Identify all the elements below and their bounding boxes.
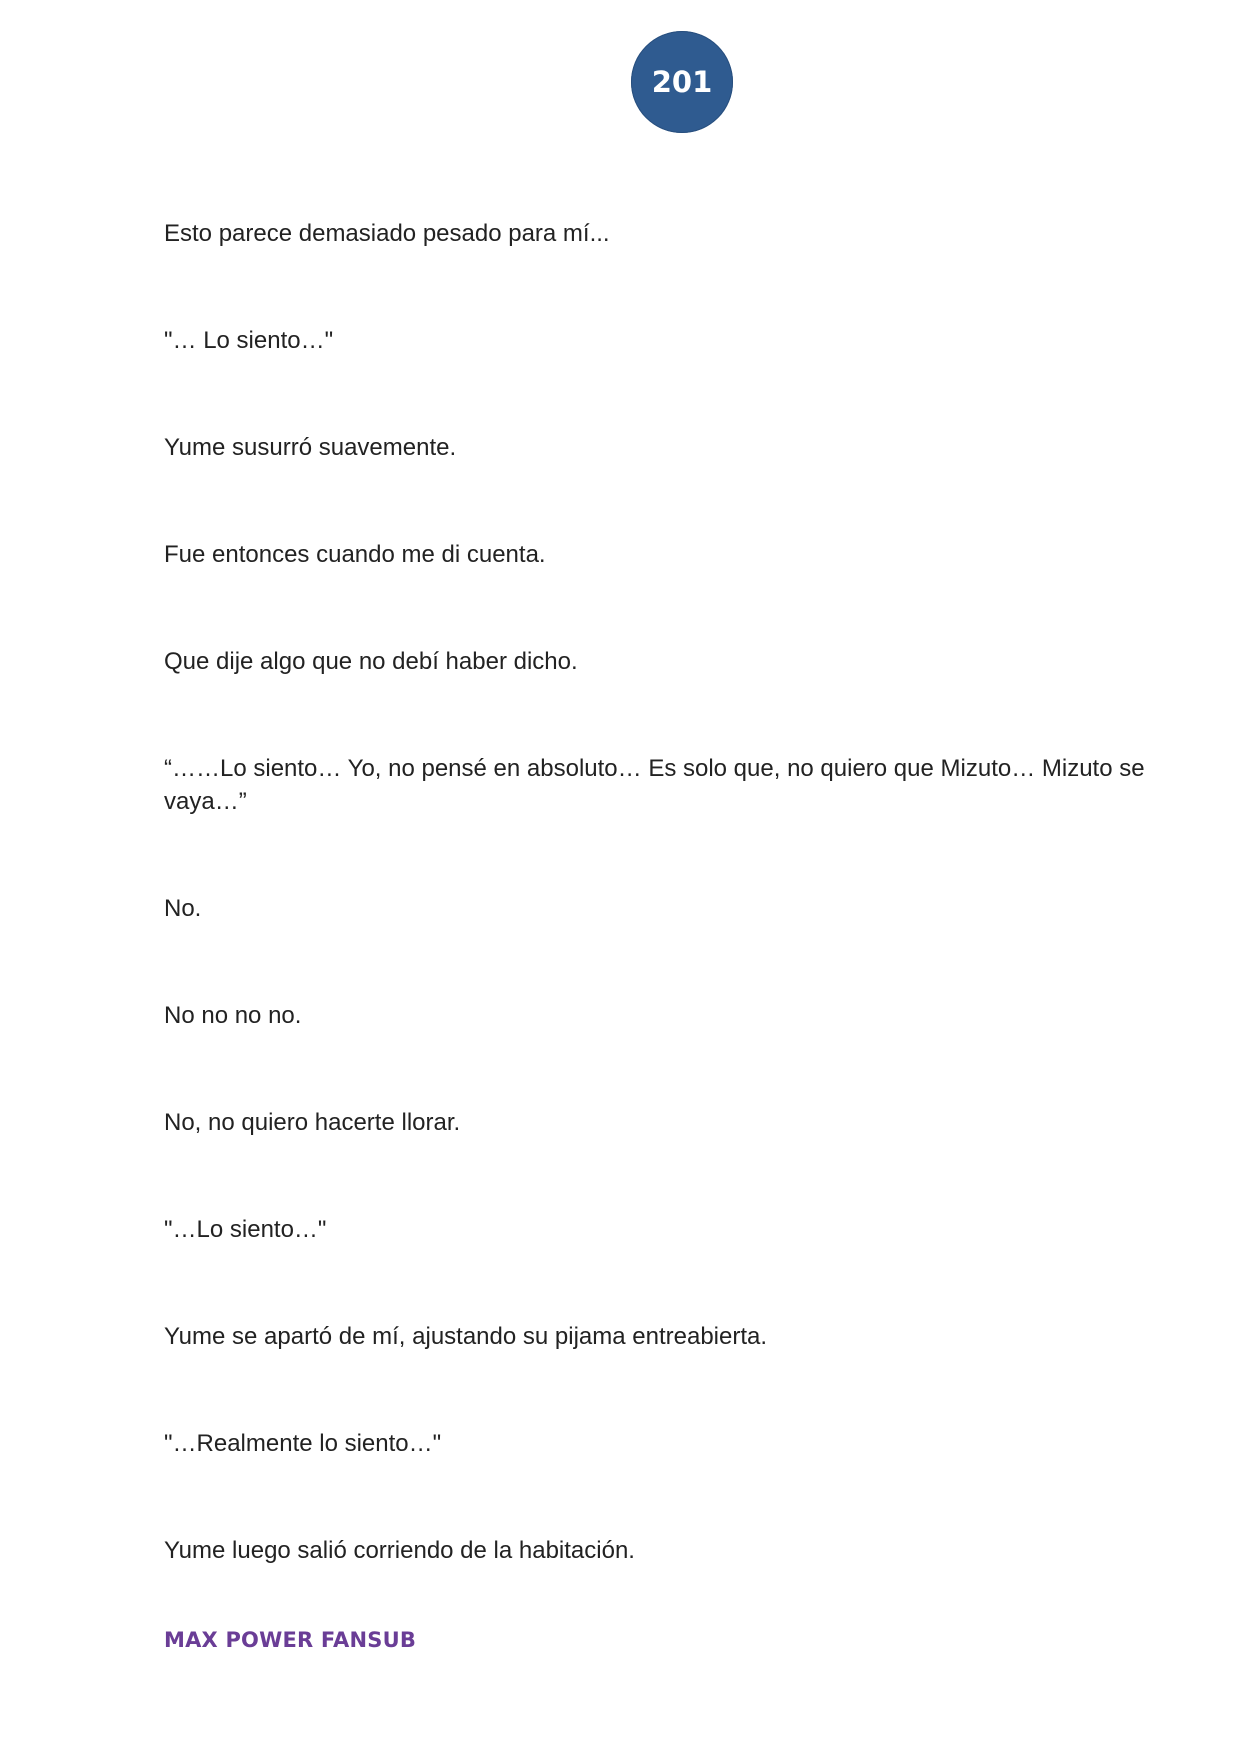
paragraph: "…Realmente lo siento…" <box>164 1430 442 1457</box>
paragraph: Yume susurró suavemente. <box>164 434 457 461</box>
paragraph: Esto parece demasiado pesado para mí... <box>164 220 610 247</box>
paragraph: No, no quiero hacerte llorar. <box>164 1109 461 1136</box>
paragraph: Fue entonces cuando me di cuenta. <box>164 541 546 568</box>
paragraph: "… Lo siento…" <box>164 327 334 354</box>
paragraph: “……Lo siento… Yo, no pensé en absoluto… Es solo que, no quiero que Mizuto… Mizuto se vaya…” <box>164 755 1145 815</box>
paragraph: No no no no. <box>164 1002 302 1029</box>
paragraph: Yume luego salió corriendo de la habitación. <box>164 1537 635 1564</box>
paragraph: "…Lo siento…" <box>164 1216 327 1243</box>
page-number: 201 <box>651 65 713 99</box>
paragraph: Yume se apartó de mí, ajustando su pijama entreabierta. <box>164 1323 768 1350</box>
paragraph: No. <box>164 895 202 922</box>
fansub-credit: MAX POWER FANSUB <box>164 1628 417 1652</box>
page-number-badge <box>631 31 733 133</box>
paragraph: Que dije algo que no debí haber dicho. <box>164 648 578 675</box>
